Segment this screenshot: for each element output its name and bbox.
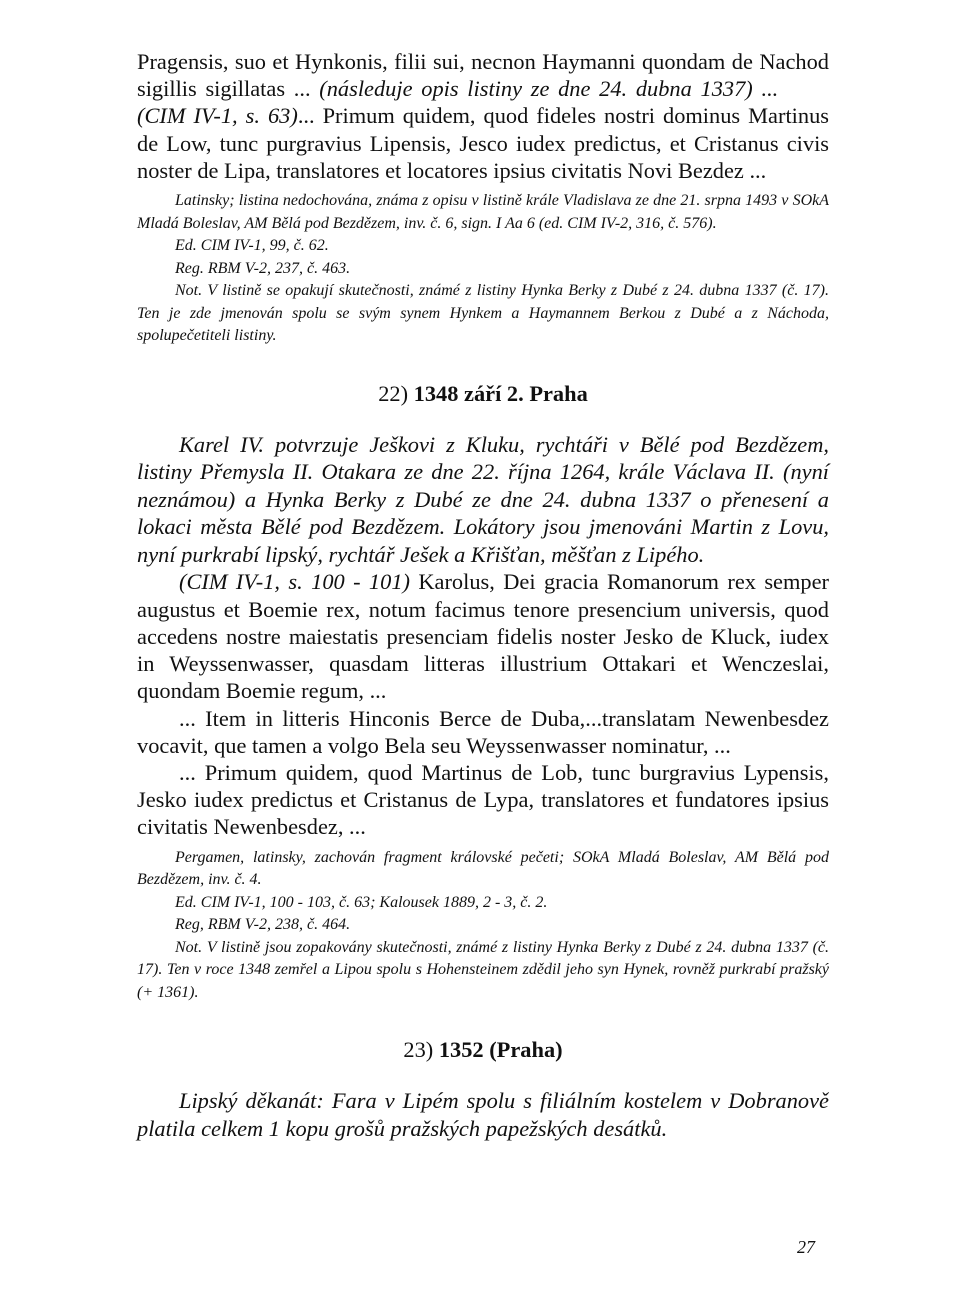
page-number: 27 xyxy=(797,1237,815,1257)
entry-number: 23) xyxy=(403,1037,439,1063)
regest-summary: Lipský děkanát: Fara v Lipém spolu s filiálním kostelem v Dobranově platila celkem 1 kopu grošů pražských papežských desátků. xyxy=(137,1088,829,1141)
charter-line: ... Primum quidem, quod fideles nostri dominus Martinus de Low, tunc purgravius Lipensis, Jesco iudex predictus, et Cristanus civis noster de Lipa, translatores et locatores ipsius civitatis Novi Bezdez ... xyxy=(137,103,829,183)
archival-note: Pergamen, latinsky, zachován fragment královské pečeti; SOkA Mladá Boleslav, AM Bělá pod Bezdězem, inv. č. 4. xyxy=(137,848,829,889)
regest-note: Reg, RBM V-2, 238, č. 464. xyxy=(175,916,351,934)
entry-heading-23 xyxy=(137,1036,829,1063)
edition-note: Ed. CIM IV-1, 99, č. 62. xyxy=(175,237,329,255)
regest-note: Reg. RBM V-2, 237, č. 463. xyxy=(175,259,351,277)
charter-text: Karolus, Dei gracia Romanorum rex semper augustus et Boemie rex, notum facimus tenore presencium universis, quod accedens nostre maiestatis presenciam fidelis noster Jesko de Kluck, iudex in Weyssenwasser, quasdam litteras illustrium Ottakari et Wenczeslai, quondam Boemie regum, ... xyxy=(137,569,830,704)
document-page xyxy=(137,48,829,1142)
charter-paragraph: ... Item in litteris Hinconis Berce de Duba,...translatam Newenbesdez vocavit, que tamen a volgo Bela seu Weyssenwasser nominatur, ... xyxy=(137,705,829,758)
charter-paragraph: ... Primum quidem, quod Martinus de Lob, tunc burgravius Lypensis, Jesko iudex predictus et Cristanus de Lypa, translatores et fundatores ipsius civitatis Newenbesdez, ... xyxy=(137,759,829,840)
citation-note: (následuje opis listiny ze dne 24. dubna 1337) ... xyxy=(319,76,779,102)
entry-heading-22 xyxy=(137,380,829,407)
citation-reference: (CIM IV-1, s. 100 - 101) xyxy=(179,569,410,595)
charter-text-continuation xyxy=(137,48,829,184)
edition-note: Ed. CIM IV-1, 100 - 103, č. 63; Kalousek 1889, 2 - 3, č. 2. xyxy=(175,893,548,911)
charter-line: sigillis sigillatas ... xyxy=(137,76,320,102)
archival-note: Latinsky; listina nedochována, známa z opisu v listině krále Vladislava ze dne 21. srpna 1493 v SOkA Mladá Boleslav, AM Bělá pod Bezdězem, inv. č. 6, sign. I Aa 6 (ed. CIM IV-2, 316, č. 576). xyxy=(137,192,829,232)
entry-number: 22) xyxy=(378,380,414,406)
entry-date-place: 1352 (Praha) xyxy=(438,1037,563,1063)
entry-date-place: 1348 září 2. Praha xyxy=(413,380,588,406)
charter-line: Pragensis, suo et Hynkonis, filii sui, necnon Haymanni quondam de Nachod xyxy=(137,49,829,74)
regest-summary: Karel IV. potvrzuje Ješkovi z Kluku, rychtáři v Bělé pod Bezdězem, listiny Přemysla II. Otakara ze dne 22. října 1264, krále Václava II. (nyní neznámou) a Hynka Berky z Dubé ze dne 24. dubna 1337 o přenesení a lokaci města Bělé pod Bezdězem. Lokátory jsou jmenováni Martin z Lovu, nyní purkrabí lipský, rychtář Ješek a Křišťan, měšťan z Lipého. xyxy=(137,431,829,567)
commentary-note: Not. V listině se opakují skutečnosti, známé z listiny Hynka Berky z Dubé z 24. dubna 1337 (č. 17). Ten je zde jmenován spolu se svým synem Hynkem a Haymannem Berkou z Dubé a z Náchoda, spolupečetiteli listiny. xyxy=(137,282,829,345)
charter-paragraph xyxy=(137,568,829,704)
citation-reference: (CIM IV-1, s. 63) xyxy=(137,103,298,129)
commentary-note: Not. V listině jsou zopakovány skutečnosti, známé z listiny Hynka Berky z Dubé z 24. dubna 1337 (č. 17). Ten v roce 1348 zemřel a Lipou spolu s Hohensteinem zdědil jeho syn Hynek, rovněž purkrabí pražský (+ 1361). xyxy=(137,938,829,1001)
